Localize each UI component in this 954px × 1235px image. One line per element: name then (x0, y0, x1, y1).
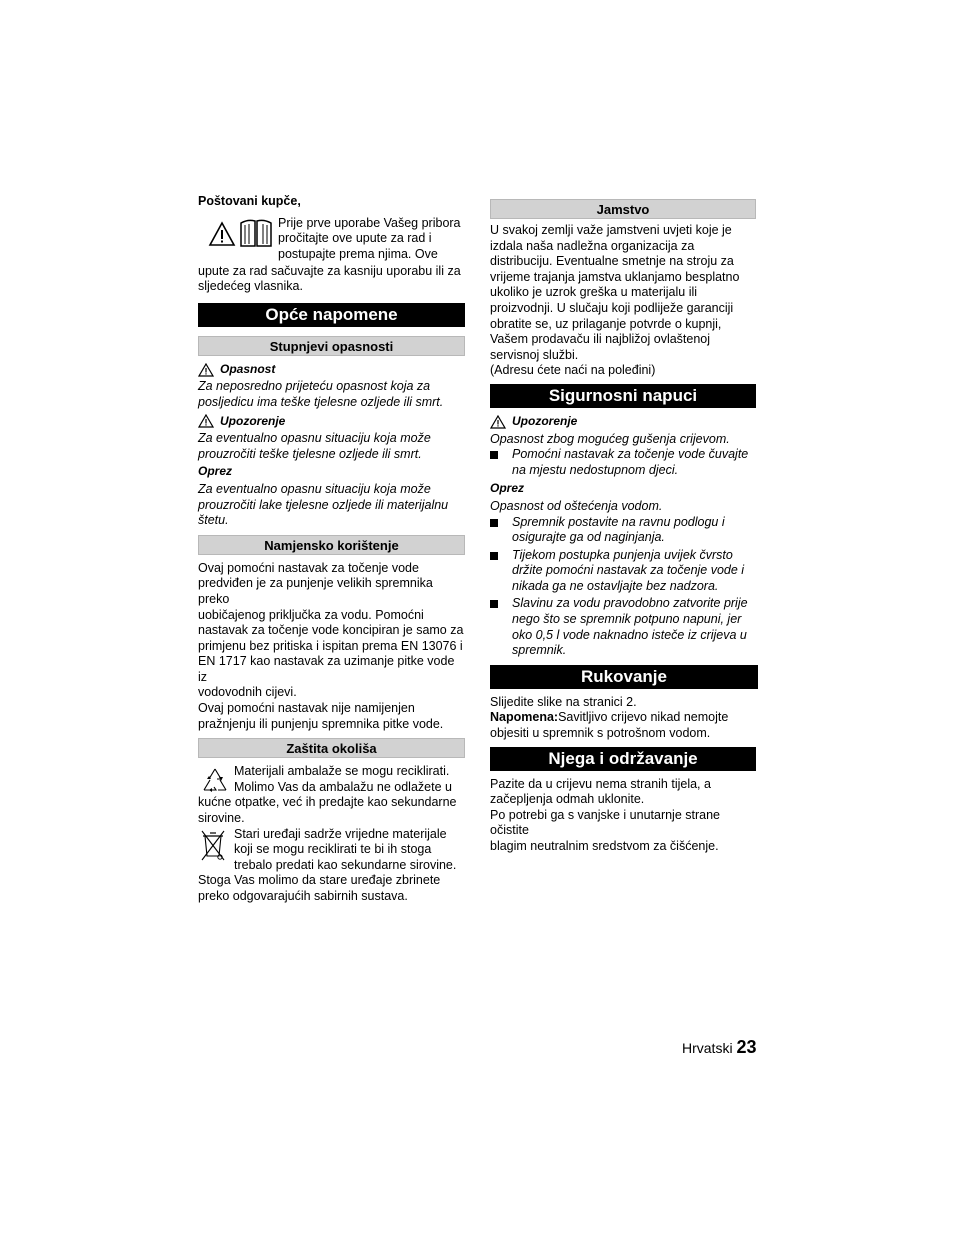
bullet-square (490, 600, 498, 608)
text-line: Molimo Vas da ambalažu ne odlažete u (234, 779, 452, 794)
text-line: pražnjenju ili punjenju spremnika pitke vode. (198, 716, 444, 731)
crossed-bin-icon (200, 828, 226, 862)
text-line: blagim neutralnim sredstvom za čišćenje. (490, 839, 719, 853)
list-item (490, 548, 756, 595)
intro-line: upute za rad sačuvajte za kasniju uporabu ili za (198, 263, 461, 278)
heading-intended-use: Namjensko korištenje (198, 535, 465, 555)
text-line: nastavak za točenje vode koncipiran je samo za (198, 623, 464, 638)
text-line: koji se mogu reciklirati te bi ih stoga (234, 842, 432, 857)
open-book-icon (239, 218, 273, 248)
caution-text: prouzročiti lake tjelesne ozljede ili materijalnu (198, 497, 449, 512)
right-column (490, 192, 756, 855)
warning-triangle-icon (490, 415, 506, 429)
text-line: trebalo predati kao sekundarne sirovine. (234, 857, 457, 872)
text-line: na mjestu nedostupnom djeci. (512, 462, 679, 477)
text-line: preko odgovarajućih sabirnih sustava. (198, 889, 408, 903)
text-line: osigurajte ga od naginjanja. (512, 530, 665, 545)
note-label: Napomena: (490, 710, 559, 725)
handling-text (490, 695, 756, 742)
text-line: Slijedite slike na stranici 2. (490, 694, 637, 709)
text-line: uobičajenog priključka za vodu. Pomoćni (198, 607, 424, 622)
text-line: U svakoj zemlji važe jamstveni uvjeti koje je (490, 223, 732, 237)
text-line: objesiti u spremnik s potrošnom vodom. (490, 726, 711, 741)
bullet-square (490, 519, 498, 527)
text-line: kućne otpatke, već ih predajte kao sekundarne (198, 795, 457, 810)
text-line: Ovaj pomoćni nastavak nije namijenjen (198, 701, 415, 716)
warranty-text (490, 223, 756, 379)
greeting: Poštovani kupče, (198, 194, 301, 208)
text-line: Po potrebi ga s vanjske i unutarnje strane očistite (490, 807, 720, 838)
heading-handling: Rukovanje (490, 665, 758, 689)
safety-caution-title: Oprez (490, 481, 525, 496)
caution-text: Za eventualno opasnu situaciju koja može (198, 481, 431, 496)
warning-title: Upozorenje (220, 413, 286, 428)
text-line: držite pomoćni nastavak za točenje vode i (512, 563, 745, 578)
page-footer (682, 1037, 757, 1057)
recycle-icon (200, 766, 230, 794)
text-line: sirovine. (198, 811, 245, 826)
bullet-square (490, 451, 498, 459)
danger-title: Opasnost (220, 361, 276, 376)
text-line: distribuciju. Eventualne smetnje na stroju za (490, 254, 734, 269)
danger-text: Za neposredno prijeteću opasnost koja za (198, 379, 431, 394)
text-line: ukoliko je uzrok greška u materijalu ili (490, 285, 698, 300)
bullet-square (490, 552, 498, 560)
text-line: oko 0,5 l vode naknadno isteče iz crijeva u (512, 627, 747, 642)
text-line: vodovodnih cijevi. (198, 685, 297, 700)
left-column (198, 192, 465, 905)
warning-text: prouzročiti teške tjelesne ozljede ili smrt. (198, 446, 422, 461)
note-line (490, 710, 756, 726)
text-line: Stoga Vas molimo da stare uređaje zbrinete (198, 873, 441, 888)
safety-caution-text: Opasnost od oštećenja vodom. (490, 498, 663, 513)
footer-language: Hrvatski (682, 1040, 733, 1056)
page-number: 23 (736, 1037, 757, 1057)
text-line: Tijekom postupka punjenja uvijek čvrsto (512, 547, 733, 562)
list-item (490, 447, 756, 478)
text-line: Vašem prodavaču ili najbližoj ovlaštenoj (490, 332, 711, 347)
text-line: primjenu bez pritiska i ispitan prema EN 13076 i (198, 638, 463, 653)
text-line: Ovaj pomoćni nastavak za točenje vode (198, 560, 419, 575)
warning-triangle-icon (198, 363, 214, 377)
environment-text (198, 764, 465, 904)
heading-safety: Sigurnosni napuci (490, 384, 756, 408)
text-line: nego što se spremnik potpuno napuni, jer (512, 612, 742, 627)
text-line: Pomoćni nastavak za točenje vode čuvajte (512, 447, 749, 462)
care-text (490, 777, 756, 855)
text-line: Materijali ambalaže se mogu reciklirati. (234, 764, 450, 779)
warning-heading (198, 414, 465, 430)
safety-warning-title: Upozorenje (512, 413, 578, 428)
text-line: spremnik. (512, 643, 567, 658)
text-line: obratite se, uz prilaganje potvrde o kupnji, (490, 316, 722, 331)
text-line: proizvodnji. U slučaju koji podliježe garanciji (490, 300, 734, 315)
text-line: Slavinu za vodu pravodobno zatvorite prije (512, 596, 748, 611)
intro-block (198, 216, 465, 278)
heading-general-notes: Opće napomene (198, 303, 465, 327)
warning-triangle-icon (198, 414, 214, 428)
intro-line: sljedećeg vlasnika. (198, 279, 303, 294)
text-line: nikada ga ne ostavljajte bez nadzora. (512, 578, 719, 593)
text-line: servisnoj službi. (490, 347, 579, 362)
list-item (490, 596, 756, 658)
text-line: Pazite da u crijevu nema stranih tijela, a (490, 776, 711, 791)
caution-title: Oprez (198, 464, 233, 479)
heading-care: Njega i održavanje (490, 747, 756, 771)
intro-line: pročitajte ove upute za rad i (278, 231, 432, 246)
text-line: izdala naša nadležna organizacija za (490, 238, 695, 253)
text-line: začepljenja odmah uklonite. (490, 792, 645, 807)
text-line: EN 1717 kao nastavak za uzimanje pitke vode iz (198, 654, 455, 684)
warning-text: Za eventualno opasnu situaciju koja može (198, 431, 431, 446)
note-text: Savitljivo crijevo nikad nemojte (558, 710, 729, 725)
intended-use-text (198, 561, 465, 733)
warning-triangle-icon (208, 221, 236, 247)
safety-warning-text: Opasnost zbog mogućeg gušenja crijevom. (490, 431, 730, 446)
intro-line: Prije prve uporabe Vašeg pribora (278, 215, 461, 230)
text-line: predviđen je za punjenje velikih spremnika preko (198, 576, 433, 606)
heading-danger-levels: Stupnjevi opasnosti (198, 336, 465, 356)
heading-environment: Zaštita okoliša (198, 738, 465, 758)
danger-heading (198, 362, 465, 378)
danger-text: posljedicu ima teške tjelesne ozljede ili smrt. (198, 394, 444, 409)
intro-line: postupajte prema njima. Ove (278, 246, 438, 261)
text-line: (Adresu ćete naći na poleđini) (490, 363, 656, 378)
text-line: vrijeme trajanja jamstva uklanjamo besplatno (490, 269, 740, 284)
list-item (490, 515, 756, 546)
text-line: Stari uređaji sadrže vrijedne materijale (234, 826, 447, 841)
caution-text: štetu. (198, 513, 229, 528)
text-line: Spremnik postavite na ravnu podlogu i (512, 514, 725, 529)
heading-warranty: Jamstvo (490, 199, 756, 219)
safety-warning-heading (490, 414, 756, 430)
